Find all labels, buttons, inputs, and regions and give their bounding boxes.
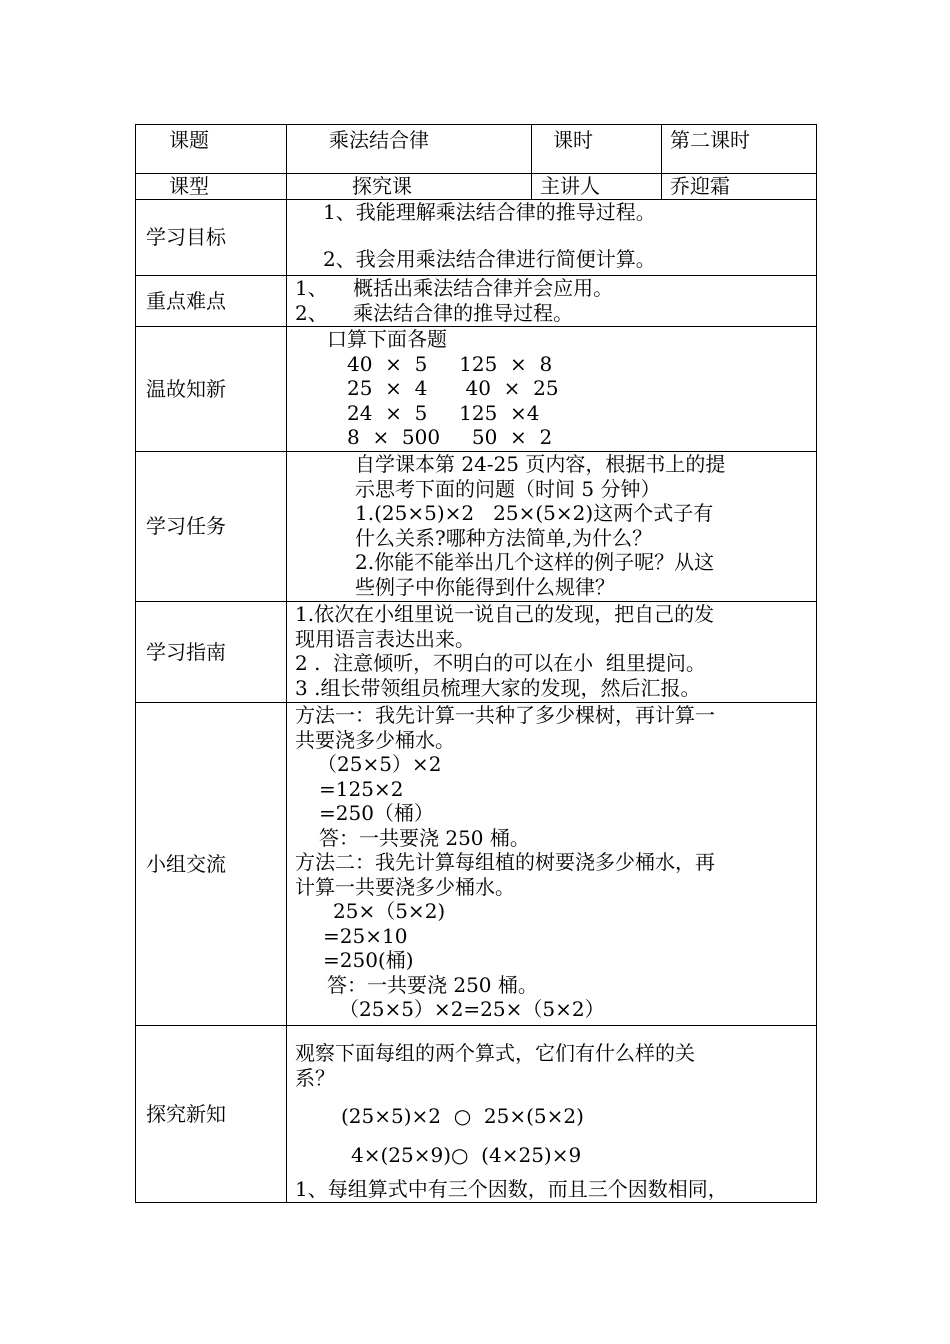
review-line-5: 8 × 500 50 × 2 — [347, 425, 553, 449]
type-label: 课型 — [169, 174, 209, 198]
group-line-4: =125×2 — [319, 776, 404, 801]
lesson-plan-table — [135, 124, 817, 1203]
review-row — [136, 327, 817, 452]
task-line-2: 示思考下面的问题（时间 5 分钟） — [355, 476, 661, 501]
guide-line-3: 2 . 注意倾听，不明白的可以在小 组里提问。 — [295, 651, 706, 675]
period-label-cell — [532, 125, 662, 174]
task-line-1: 自学课本第 24-25 页内容，根据书上的提 — [355, 452, 726, 476]
group-line-9: 25×（5×2) — [333, 899, 446, 923]
group-line-11: =250(桶) — [323, 948, 414, 972]
task-row — [136, 452, 817, 602]
guide-label: 学习指南 — [136, 602, 287, 703]
explore-line-5: 1、每组算式中有三个因数，而且三个因数相同， — [295, 1177, 728, 1201]
explore-content — [287, 1026, 817, 1203]
key-points-label: 重点难点 — [136, 276, 287, 327]
review-line-2: 40 × 5 125 × 8 — [347, 351, 553, 376]
group-line-5: =250（桶） — [319, 801, 434, 825]
group-line-1: 方法一：我先计算一共种了多少棵树，再计算一 — [295, 703, 715, 727]
guide-line-1: 1.依次在小组里说一说自己的发现，把自己的发 — [295, 602, 715, 626]
explore-row — [136, 1026, 817, 1203]
group-row — [136, 703, 817, 1026]
guide-content — [287, 602, 817, 703]
key-points-row — [136, 276, 817, 327]
group-line-6: 答：一共要浇 250 桶。 — [319, 825, 530, 850]
header-row-topic — [136, 125, 817, 174]
goals-line-2: 2、我会用乘法结合律进行简便计算。 — [323, 246, 656, 271]
review-label: 温故知新 — [136, 327, 287, 452]
task-line-3: 1.(25×5)×2 25×(5×2)这两个式子有 — [355, 501, 714, 525]
group-line-2: 共要浇多少桶水。 — [295, 727, 455, 752]
topic-value-cell — [287, 125, 532, 174]
task-line-6: 些例子中你能得到什么规律？ — [355, 574, 615, 599]
period-value: 第二课时 — [670, 128, 750, 152]
key-points-content — [287, 276, 817, 327]
group-line-10: =25×10 — [323, 923, 408, 948]
explore-line-4: 4×(25×9)○ (4×25)×9 — [351, 1142, 582, 1167]
review-line-4: 24 × 5 125 ×4 — [347, 400, 540, 425]
group-line-7: 方法二：我先计算每组植的树要浇多少桶水，再 — [295, 850, 715, 874]
guide-row — [136, 602, 817, 703]
task-label: 学习任务 — [136, 452, 287, 602]
topic-label: 课题 — [169, 128, 209, 152]
explore-label: 探究新知 — [136, 1026, 287, 1203]
period-value-cell — [662, 125, 817, 174]
group-line-8: 计算一共要浇多少桶水。 — [295, 874, 515, 899]
explore-line-2: 系？ — [295, 1065, 335, 1090]
group-line-12: 答：一共要浇 250 桶。 — [327, 972, 538, 997]
review-line-3: 25 × 4 40 × 25 — [347, 376, 559, 400]
type-label-cell — [136, 174, 287, 200]
goals-line-1: 1、我能理解乘法结合律的推导过程。 — [323, 200, 656, 224]
group-line-13: （25×5）×2=25×（5×2） — [339, 997, 605, 1021]
guide-line-4: 3 .组长带领组员梳理大家的发现，然后汇报。 — [295, 675, 701, 700]
group-label: 小组交流 — [136, 703, 287, 1026]
goals-content — [287, 200, 817, 276]
speaker-value: 乔迎霜 — [670, 174, 730, 198]
type-value: 探究课 — [352, 174, 412, 198]
task-line-4: 什么关系?哪种方法简单,为什么？ — [355, 525, 653, 550]
review-line-1: 口算下面各题 — [327, 327, 447, 351]
speaker-label: 主讲人 — [540, 174, 600, 198]
group-content — [287, 703, 817, 1026]
key-points-line-1: 1、 概括出乘法结合律并会应用。 — [295, 276, 614, 300]
type-value-cell — [287, 174, 532, 200]
topic-value: 乘法结合律 — [329, 128, 429, 152]
group-line-3: （25×5）×2 — [317, 752, 442, 776]
task-line-5: 2.你能不能举出几个这样的例子呢？从这 — [355, 550, 715, 574]
speaker-value-cell — [662, 174, 817, 200]
review-content — [287, 327, 817, 452]
goals-label: 学习目标 — [136, 200, 287, 276]
explore-line-1: 观察下面每组的两个算式，它们有什么样的关 — [295, 1041, 695, 1065]
topic-label-cell — [136, 125, 287, 174]
speaker-label-cell — [532, 174, 662, 200]
goals-row — [136, 200, 817, 276]
guide-line-2: 现用语言表达出来。 — [295, 626, 475, 651]
period-label: 课时 — [553, 128, 593, 152]
explore-line-3: (25×5)×2 ○ 25×(5×2) — [341, 1104, 584, 1128]
header-row-type — [136, 174, 817, 200]
task-content — [287, 452, 817, 602]
key-points-line-2: 2、 乘法结合律的推导过程。 — [295, 300, 574, 325]
